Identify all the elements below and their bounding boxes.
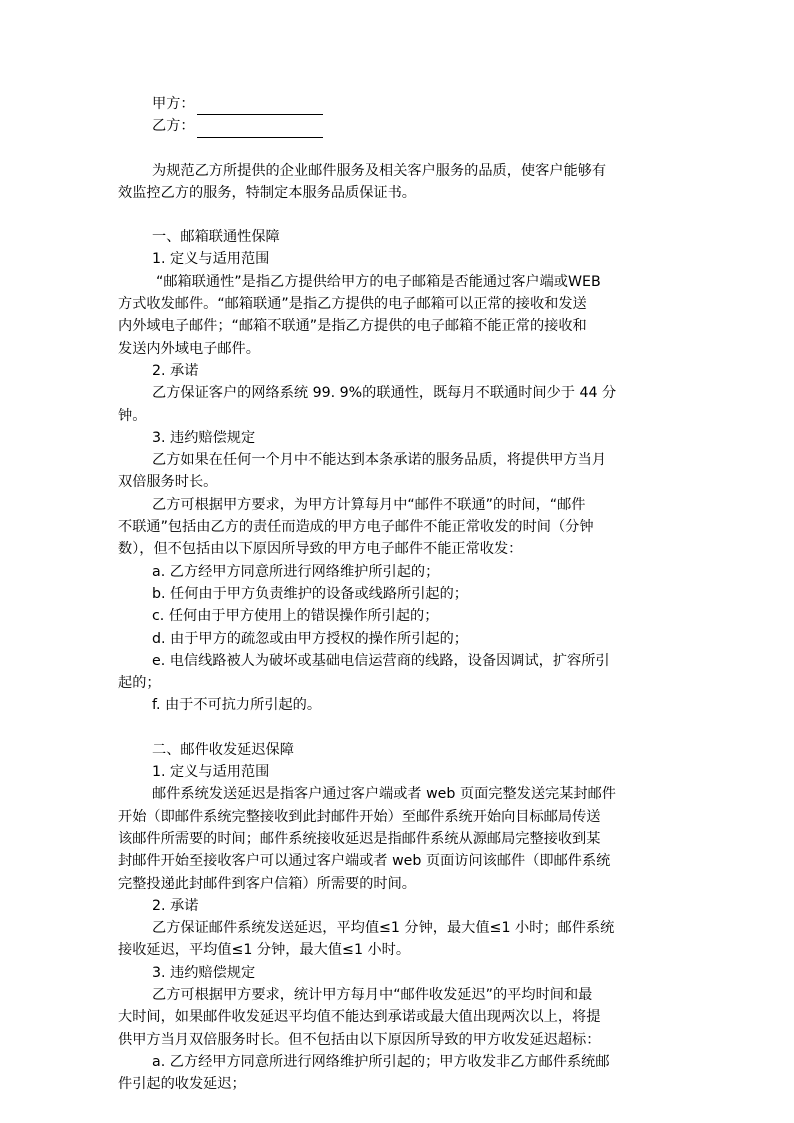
- intro-paragraph: 为规范乙方所提供的企业邮件服务及相关客户服务的品质，使客户能够有 效监控乙方的服务，特制定本服务品质保证书。: [118, 162, 607, 201]
- section-1-title: 一、邮箱联通性保障: [152, 229, 280, 246]
- party-b-field: [118, 115, 678, 137]
- section-1-heading-1: 1. 定义与适用范围: [152, 251, 270, 268]
- section-1-exclusion-list: [118, 561, 678, 717]
- section-2-compensation: 乙方可根据甲方要求，统计甲方每月中“邮件收发延迟”的平均时间和最 大时间，如果邮件收发延迟平均值不能达到承诺或最大值出现两次以上，将提 供甲方当月双倍服务时长。但不包括由以下原因所导致的甲方收发延迟超标：: [118, 986, 601, 1048]
- section-1-compensation-1: 乙方如果在任何一个月中不能达到本条承诺的服务品质，将提供甲方当月 双倍服务时长。: [118, 452, 607, 491]
- section-2-title: 二、邮件收发延迟保障: [152, 741, 294, 758]
- list-item: f. 由于不可抗力所引起的。: [152, 697, 322, 714]
- party-a-label: 甲方：: [152, 96, 195, 112]
- list-item: d. 由于甲方的疏忽或由甲方授权的操作所引起的；: [152, 630, 468, 647]
- party-a-blank[interactable]: [197, 98, 323, 115]
- party-a-field: [118, 93, 678, 115]
- section-2-exclusion-item-a: a. 乙方经甲方同意所进行网络维护所引起的；甲方收发非乙方邮件系统邮 件引起的收发延迟；: [118, 1053, 610, 1093]
- list-item: a. 乙方经甲方同意所进行网络维护所引起的；: [152, 563, 440, 580]
- document-page: [118, 93, 678, 1095]
- section-2-heading-2: 2. 承诺: [152, 897, 199, 914]
- section-2-heading-3: 3. 违约赔偿规定: [152, 964, 256, 981]
- section-1-heading-3: 3. 违约赔偿规定: [152, 429, 256, 446]
- section-2-definition: 邮件系统发送延迟是指客户通过客户端或者 web 页面完整发送完某封邮件 开始（即邮件系统完整接收到此封邮件开始）至邮件系统开始向目标邮局传送 该邮件所需要的时间；邮件系统接收延迟是指邮件系统从源邮局完整接收到某 封邮件开始至接收客户可以通过客户端或者 web 页面访问该邮件（即邮件系统 完整投递此封邮件到客户信箱）所需要的时间。: [118, 786, 616, 892]
- section-1-heading-2: 2. 承诺: [152, 362, 199, 379]
- party-b-blank[interactable]: [197, 121, 323, 138]
- list-item: e. 电信线路被人为破坏或基础电信运营商的线路，设备因调试，扩容所引: [152, 652, 610, 669]
- section-1-promise: 乙方保证客户的网络系统 99. 9%的联通性，既每月不联通时间少于 44 分 钟。: [118, 385, 617, 424]
- list-item-continuation: 起的；: [118, 675, 161, 692]
- list-item: b. 任何由于甲方负责维护的设备或线路所引起的；: [152, 585, 468, 602]
- party-b-label: 乙方：: [152, 118, 195, 135]
- section-2-promise: 乙方保证邮件系统发送延迟，平均值≤1 分钟，最大值≤1 小时；邮件系统 接收延迟，平均值≤1 分钟，最大值≤1 小时。: [118, 920, 615, 959]
- section-1-compensation-2: 乙方可根据甲方要求，为甲方计算每月中“邮件不联通”的时间，“邮件 不联通”包括由乙方的责任而造成的甲方电子邮件不能正常收发的时间（分钟 数），但不包括由以下原因所导致的甲方电子邮件不能正常收发：: [118, 496, 594, 558]
- list-item: c. 任何由于甲方使用上的错误操作所引起的；: [152, 608, 439, 625]
- section-1-definition: “邮箱联通性”是指乙方提供给甲方的电子邮箱是否能通过客户端或WEB 方式收发邮件。“邮箱联通”是指乙方提供的电子邮箱可以正常的接收和发送 内外域电子邮件；“邮箱不联通”是指乙方提供的电子邮箱不能正常的接收和 发送内外域电子邮件。: [118, 273, 601, 357]
- section-2-heading-1: 1. 定义与适用范围: [152, 764, 270, 781]
